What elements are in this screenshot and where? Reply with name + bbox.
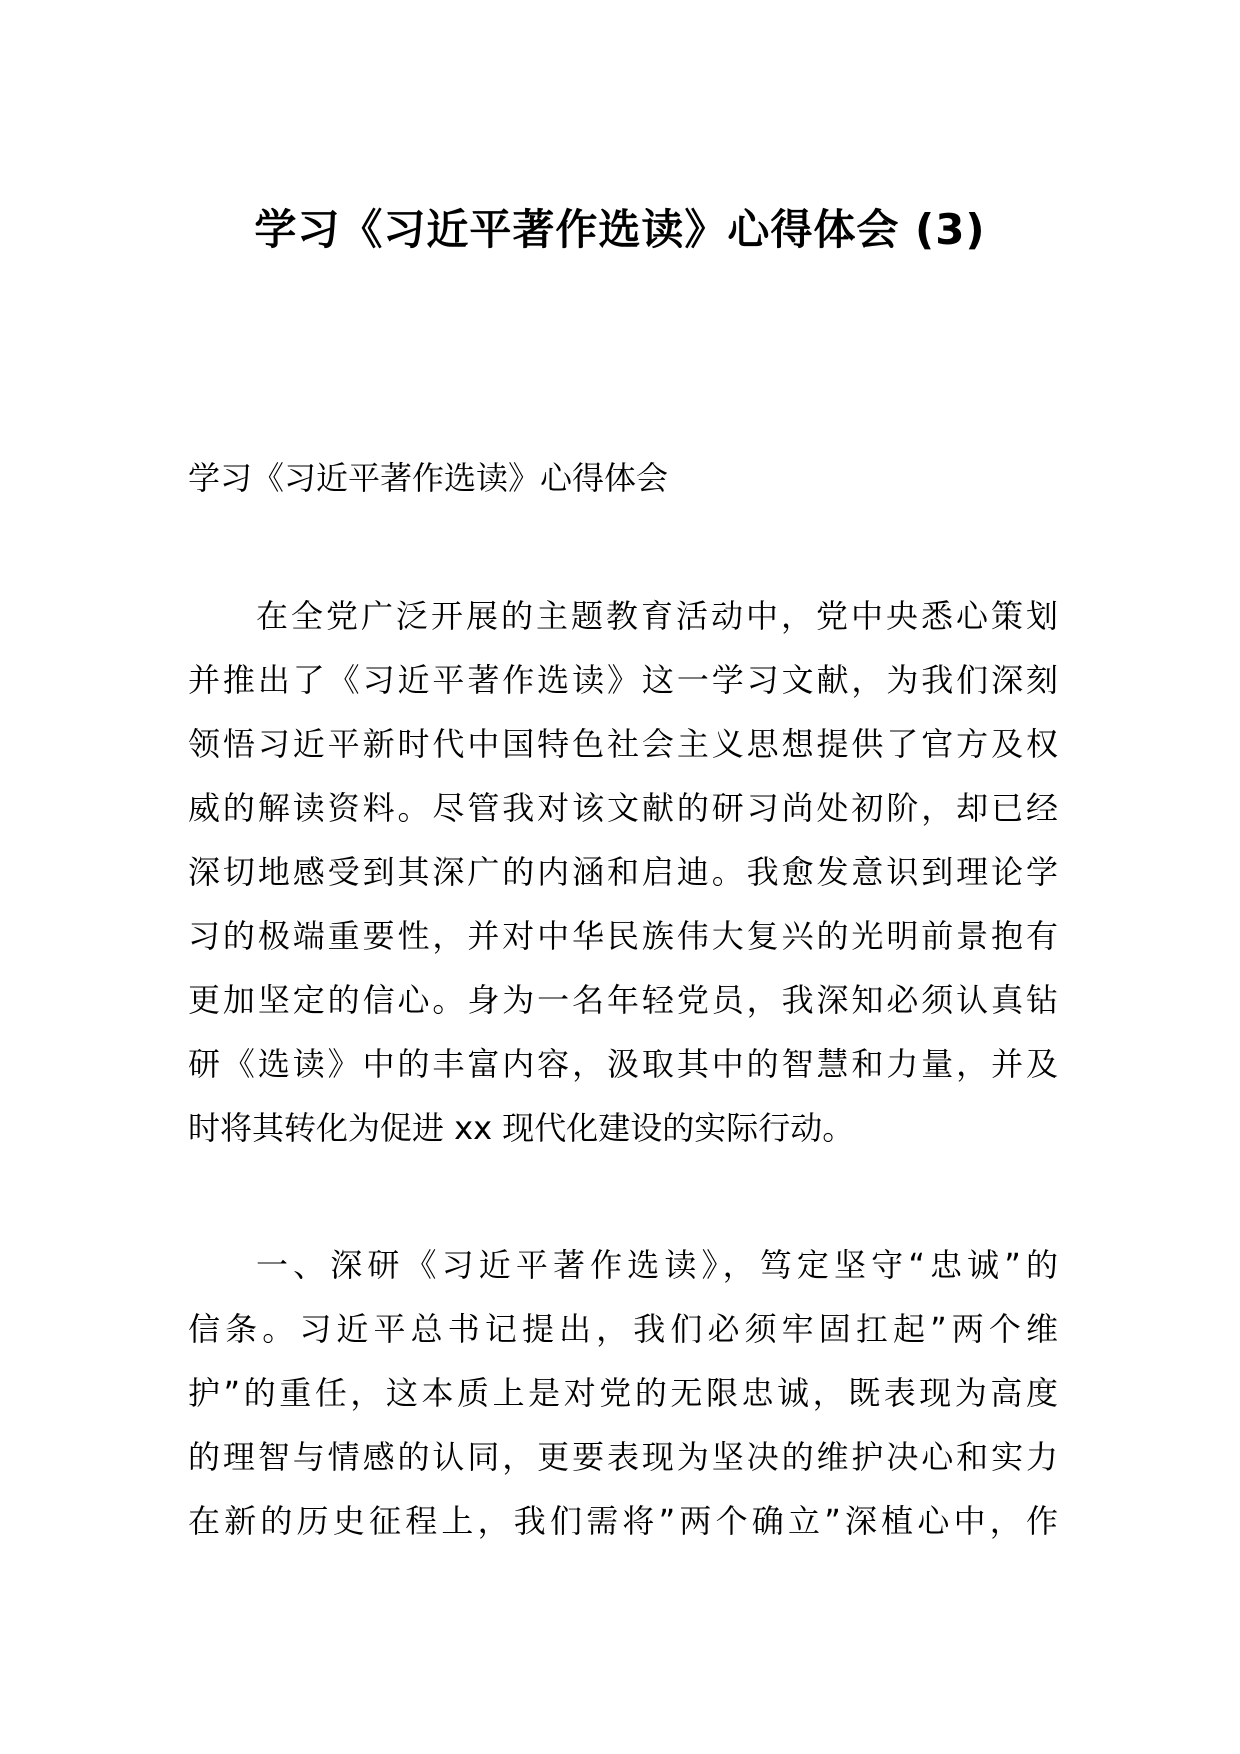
paragraph-line: 在新的历史征程上，我们需将”两个确立”深植心中，作 [188,1502,1058,1540]
paragraph-line: 并推出了《习近平著作选读》这一学习文献，为我们深刻 [188,661,1058,699]
paragraph-line: 一、深研《习近平著作选读》，笃定坚守“忠诚”的 [256,1246,1058,1284]
paragraph-line: 领悟习近平新时代中国特色社会主义思想提供了官方及权 [188,725,1058,763]
paragraph-line: 深切地感受到其深广的内涵和启迪。我愈发意识到理论学 [188,853,1058,891]
paragraph-line: 在全党广泛开展的主题教育活动中，党中央悉心策划 [256,597,1058,635]
document-subtitle: 学习《习近平著作选读》心得体会 [188,459,669,497]
paragraph-line: 护”的重任，这本质上是对党的无限忠诚，既表现为高度 [188,1374,1058,1412]
paragraph-intro [188,584,1058,1160]
document-title: 学习《习近平著作选读》心得体会 (3) [254,205,986,254]
paragraph-section-one [188,1233,1058,1553]
paragraph-line: 习的极端重要性，并对中华民族伟大复兴的光明前景抱有 [188,917,1058,955]
paragraph-line: 研《选读》中的丰富内容，汲取其中的智慧和力量，并及 [188,1045,1058,1083]
paragraph-line: 的理智与情感的认同，更要表现为坚决的维护决心和实力 [188,1438,1058,1476]
paragraph-line: 更加坚定的信心。身为一名年轻党员，我深知必须认真钻 [188,981,1058,1019]
paragraph-line: 威的解读资料。尽管我对该文献的研习尚处初阶，却已经 [188,789,1058,827]
paragraph-line: 信条。习近平总书记提出，我们必须牢固扛起”两个维 [188,1310,1058,1348]
paragraph-line: 时将其转化为促进 xx 现代化建设的实际行动。 [188,1109,855,1147]
